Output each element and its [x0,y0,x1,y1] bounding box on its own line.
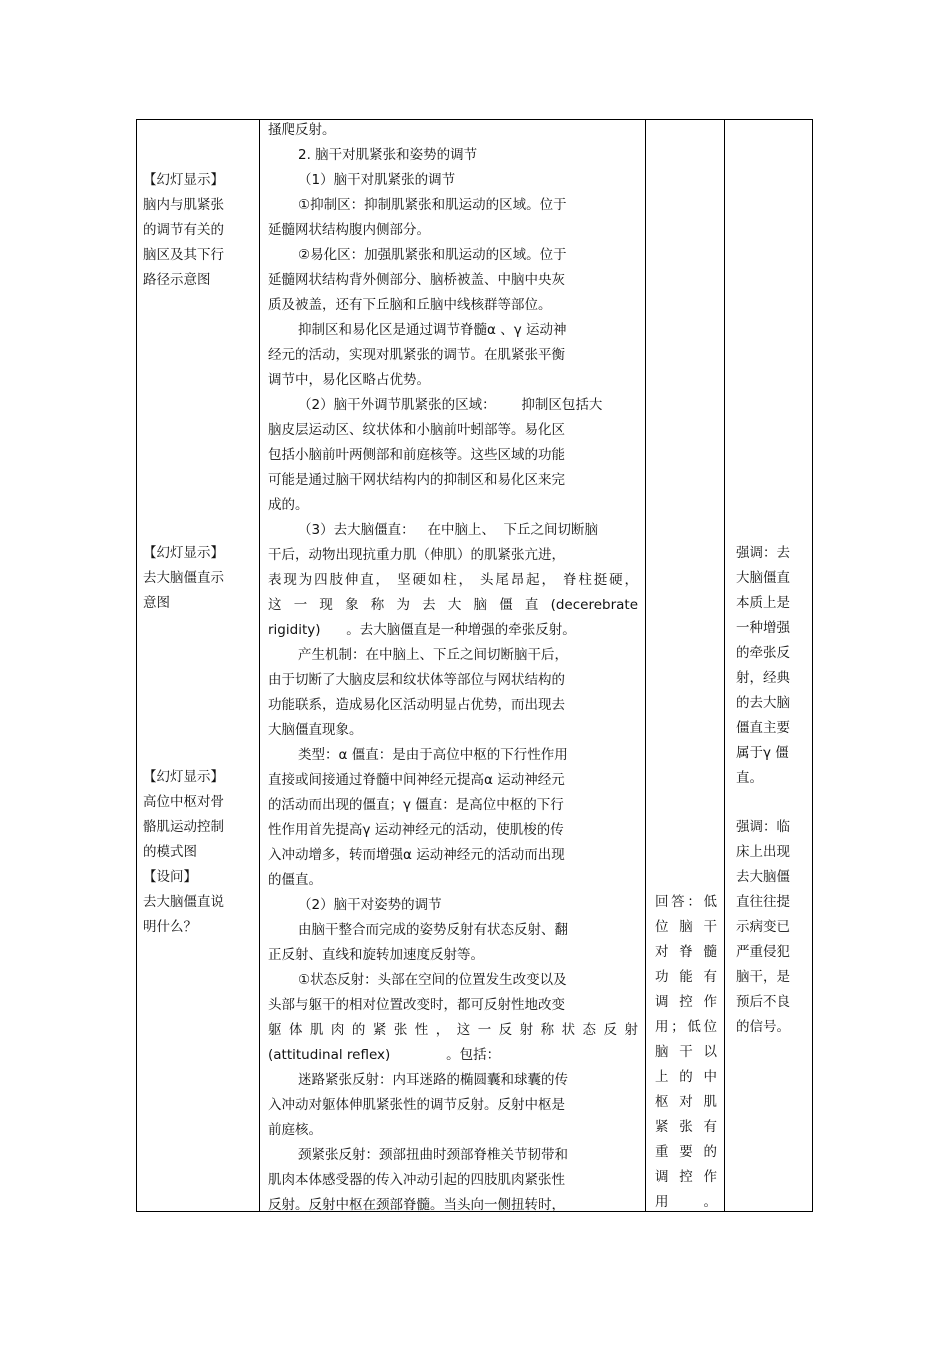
emphasis-line: 的去大脑 [736,695,790,711]
content-line: 功能联系，造成易化区活动明显占优势，而出现去 [268,697,565,713]
content-line: （1）脑干对肌紧张的调节 [298,172,456,188]
answer-line: 上 的 中 [655,1069,717,1085]
content-line: （2）脑干外调节肌紧张的区域： 抑制区包括大 [298,397,603,413]
content-line: 躯 体 肌 肉 的 紧 张 性 ， 这 一 反 射 称 状 态 反 射 [268,1022,638,1038]
emphasis-line: 一种增强 [736,620,790,636]
slide-note-line: 【幻灯显示】 [143,172,224,188]
student-activity-column [655,120,717,1211]
content-line: 性作用首先提高γ 运动神经元的活动，使肌梭的传 [268,822,564,838]
emphasis-line: 预后不良 [736,994,790,1010]
emphasis-line: 示病变已 [736,919,790,935]
emphasis-line: 床上出现 [736,844,790,860]
content-line: 颈紧张反射：颈部扭曲时颈部脊椎关节韧带和 [298,1147,568,1163]
content-line: 脑皮层运动区、纹状体和小脑前叶蚓部等。易化区 [268,422,565,438]
content-line: 直接或间接通过脊髓中间神经元提高α 运动神经元 [268,772,565,788]
content-line: 入冲动增多，转而增强α 运动神经元的活动而出现 [268,847,565,863]
content-line: 这 一 现 象 称 为 去 大 脑 僵 直 (decerebrate [268,597,638,613]
answer-line: 对 脊 髓 [655,944,717,960]
content-line: 迷路紧张反射：内耳迷路的椭圆囊和球囊的传 [298,1072,568,1088]
content-line: 大脑僵直现象。 [268,722,363,738]
slide-note-line: 的模式图 [143,844,197,860]
slide-note-line: 意图 [143,595,170,611]
answer-line: 用。 [655,1194,717,1210]
slide-note-line: 明什么？ [143,919,197,935]
emphasis-line: 的牵张反 [736,645,790,661]
emphasis-notes-column [736,120,804,1211]
answer-line: 调 控 作 [655,1169,717,1185]
emphasis-line: 僵直主要 [736,720,790,736]
answer-line: 回答：低 [655,894,717,910]
content-line: 成的。 [268,497,309,513]
slide-note-line: 【幻灯显示】 [143,769,224,785]
emphasis-line: 射，经典 [736,670,790,686]
content-line: ①抑制区：抑制肌紧张和肌运动的区域。位于 [298,197,567,213]
slide-note-line: 骼肌运动控制 [143,819,224,835]
content-line: 前庭核。 [268,1122,322,1138]
slide-note-line: 脑内与肌紧张 [143,197,224,213]
lecture-content-column [268,120,638,1211]
emphasis-line: 直往往提 [736,894,790,910]
content-line: 产生机制：在中脑上、下丘之间切断脑干后， [298,647,568,663]
emphasis-line: 脑干，是 [736,969,790,985]
slide-note-line: 去大脑僵直说 [143,894,224,910]
content-line: 搔爬反射。 [268,122,336,138]
content-line: 反射。反射中枢在颈部脊髓。当头向一侧扭转时， [268,1197,565,1213]
answer-line: 枢 对 肌 [655,1094,717,1110]
content-line: (attitudinal reflex) 。包括： [268,1047,501,1063]
content-line: 入冲动对躯体伸肌紧张性的调节反射。反射中枢是 [268,1097,565,1113]
answer-line: 位 脑 干 [655,919,717,935]
content-line: 的僵直。 [268,872,322,888]
slide-note-line: 的调节有关的 [143,222,224,238]
emphasis-line: 去大脑僵 [736,869,790,885]
content-line: （2）脑干对姿势的调节 [298,897,442,913]
content-line: 可能是通过脑干网状结构内的抑制区和易化区来完 [268,472,565,488]
emphasis-line: 强调：临 [736,819,790,835]
content-line: 头部与躯干的相对位置改变时，都可反射性地改变 [268,997,565,1013]
column-divider-1 [259,120,260,1211]
content-line: ②易化区：加强肌紧张和肌运动的区域。位于 [298,247,567,263]
content-line: 调节中，易化区略占优势。 [268,372,430,388]
content-line: 类型：α 僵直：是由于高位中枢的下行性作用 [298,747,568,763]
slide-note-line: 【设问】 [143,869,197,885]
answer-line: 重 要 的 [655,1144,717,1160]
emphasis-line: 的信号。 [736,1019,790,1035]
slide-note-line: 路径示意图 [143,272,211,288]
content-line: 质及被盖，还有下丘脑和丘脑中线核群等部位。 [268,297,552,313]
slide-note-line: 【幻灯显示】 [143,545,224,561]
answer-line: 紧 张 有 [655,1119,717,1135]
emphasis-line: 直。 [736,770,763,786]
content-line: （3）去大脑僵直： 在中脑上、 下丘之间切断脑 [298,522,599,538]
content-line: 干后，动物出现抗重力肌（伸肌）的肌紧张亢进， [268,547,565,563]
slide-note-line: 脑区及其下行 [143,247,224,263]
slide-note-line: 高位中枢对骨 [143,794,224,810]
emphasis-line: 强调：去 [736,545,790,561]
content-line: ①状态反射：头部在空间的位置发生改变以及 [298,972,567,988]
slide-notes-column [143,120,255,1211]
content-line: 正反射、直线和旋转加速度反射等。 [268,947,484,963]
column-divider-3 [724,120,725,1211]
content-line: 2. 脑干对肌紧张和姿势的调节 [298,147,478,163]
content-line: 的活动而出现的僵直；γ 僵直：是高位中枢的下行 [268,797,564,813]
slide-note-line: 去大脑僵直示 [143,570,224,586]
content-line: 由脑干整合而完成的姿势反射有状态反射、翻 [298,922,568,938]
column-divider-2 [645,120,646,1211]
content-line: 抑制区和易化区是通过调节脊髓α 、γ 运动神 [298,322,567,338]
answer-line: 调 控 作 [655,994,717,1010]
answer-line: 用；低位 [655,1019,717,1035]
content-line: 延髓网状结构背外侧部分、脑桥被盖、中脑中央灰 [268,272,565,288]
content-line: 延髓网状结构腹内侧部分。 [268,222,430,238]
content-line: 表现为四肢伸直， 坚硬如柱， 头尾昂起， 脊柱挺硬， [268,572,638,588]
content-line: 包括小脑前叶两侧部和前庭核等。这些区域的功能 [268,447,565,463]
emphasis-line: 严重侵犯 [736,944,790,960]
content-line: rigidity) 。去大脑僵直是一种增强的牵张反射。 [268,622,576,638]
content-line: 经元的活动，实现对肌紧张的调节。在肌紧张平衡 [268,347,565,363]
emphasis-line: 本质上是 [736,595,790,611]
emphasis-line: 属于γ 僵 [736,745,789,761]
emphasis-line: 大脑僵直 [736,570,790,586]
answer-line: 脑 干 以 [655,1044,717,1060]
content-line: 肌肉本体感受器的传入冲动引起的四肢肌肉紧张性 [268,1172,565,1188]
content-line: 由于切断了大脑皮层和纹状体等部位与网状结构的 [268,672,565,688]
lesson-plan-table [136,119,813,1212]
answer-line: 功 能 有 [655,969,717,985]
